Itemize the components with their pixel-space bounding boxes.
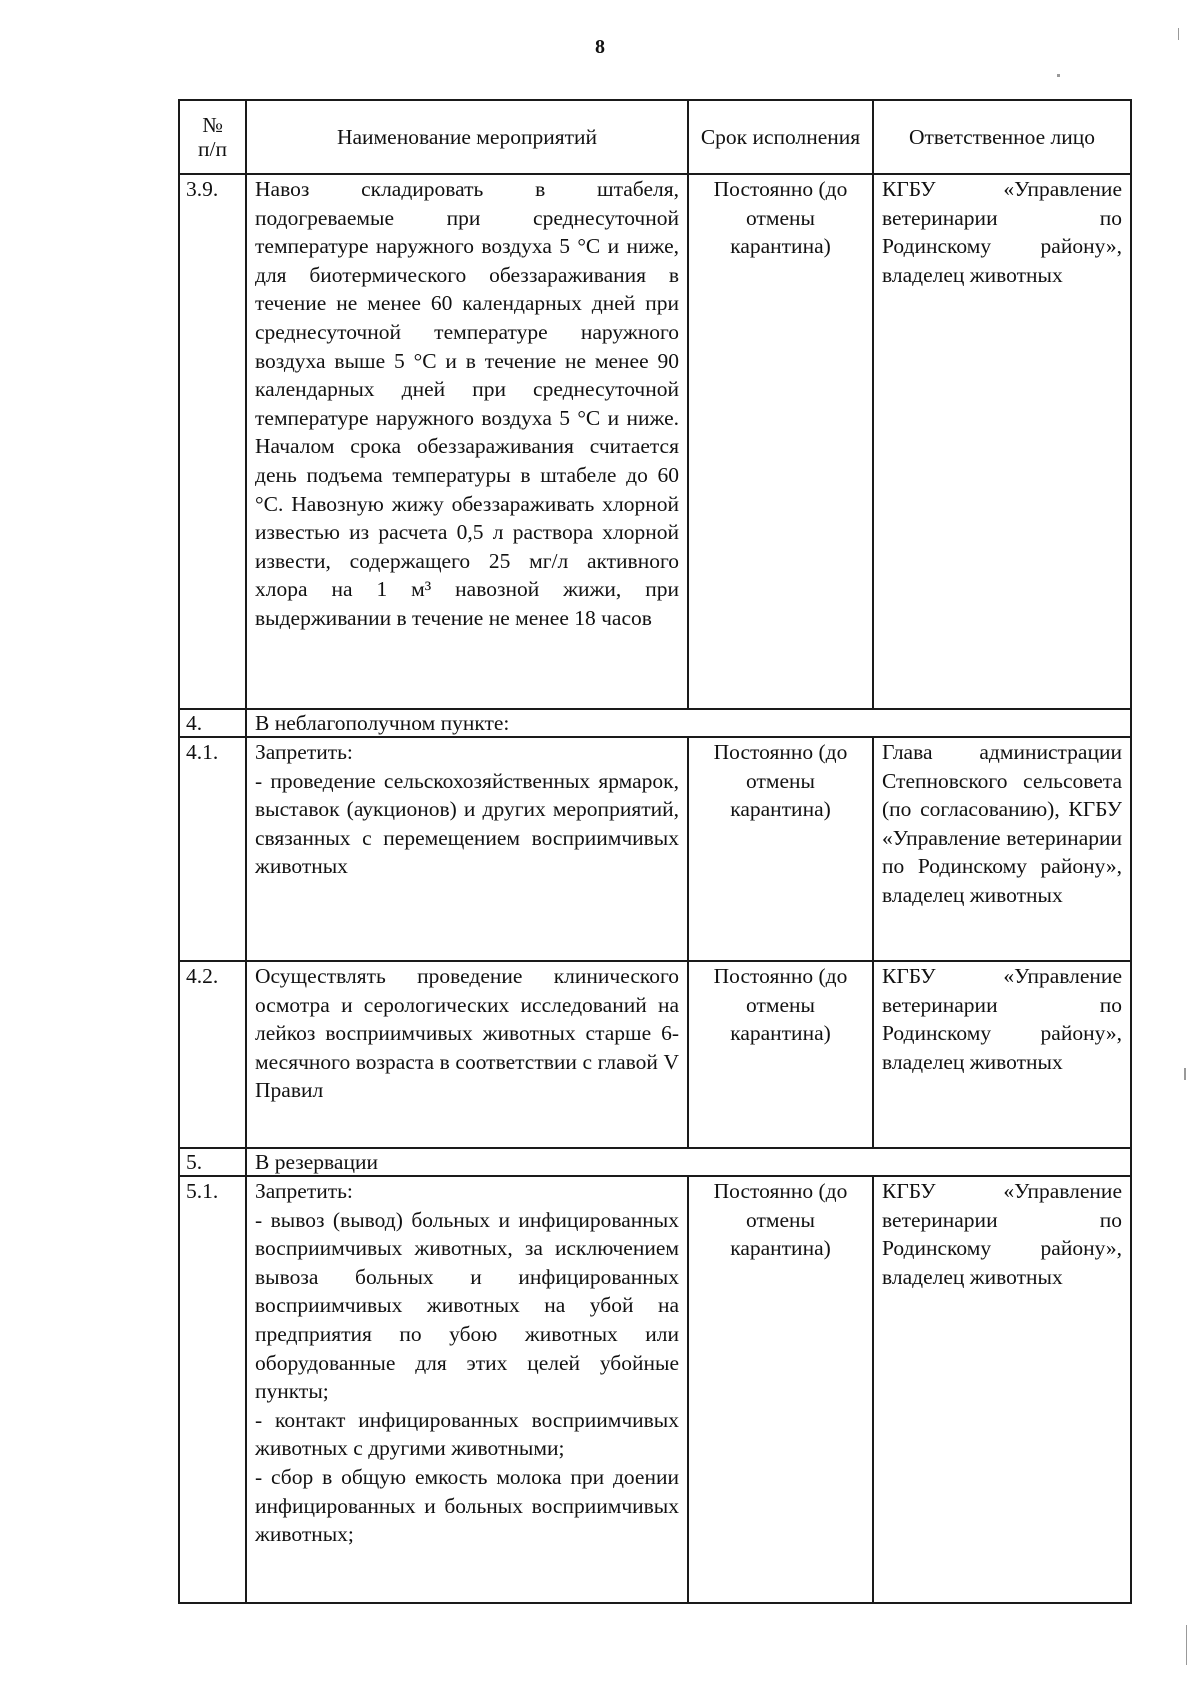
activity-paragraph: - проведение сельскохозяйственных ярмарок, выставок (аукционов) и других мероприятий, связанных с перемещением восприимчивых животных — [255, 768, 679, 879]
row-responsible: КГБУ «Управление ветеринарии по Родинскому району», владелец животных — [873, 961, 1131, 1148]
row-term: Постоянно (до отмены карантина) — [688, 1176, 873, 1603]
activity-paragraph: Осуществлять проведение клинического осмотра и серологических исследований на лейкоз восприимчивых животных старше 6-месячного возраста в соответствии с главой V Правил — [255, 964, 679, 1103]
section-number: 5. — [179, 1148, 246, 1176]
table-row — [179, 174, 1131, 709]
row-term: Постоянно (до отмены карантина) — [688, 174, 873, 709]
row-number: 4.2. — [179, 961, 246, 1148]
activity-paragraph: Запретить: — [255, 740, 353, 764]
row-activity — [246, 1176, 688, 1603]
section-row — [179, 1148, 1131, 1176]
scan-mark — [1057, 74, 1060, 77]
scan-mark — [1178, 28, 1179, 40]
header-responsible: Ответственное лицо — [873, 100, 1131, 174]
header-num: № п/п — [179, 100, 246, 174]
row-number: 5.1. — [179, 1176, 246, 1603]
header-term: Срок исполнения — [688, 100, 873, 174]
row-activity — [246, 174, 688, 709]
table-row — [179, 1176, 1131, 1603]
row-number: 4.1. — [179, 737, 246, 961]
row-activity — [246, 737, 688, 961]
section-title: В неблагополучном пункте: — [246, 709, 1131, 737]
row-term: Постоянно (до отмены карантина) — [688, 961, 873, 1148]
activity-paragraph: Навоз складировать в штабеля, подогреваемые при среднесуточной температуре наружного воздуха 5 °С и ниже, для биотермического обеззараживания в течение не менее 60 календарных дней при среднесуточной температуре наружного воздуха выше 5 °С и в течение не менее 90 календарных дней при среднесуточной температуре наружного воздуха 5 °С и ниже. Началом срока обеззараживания считается день подъема температуры в штабеле до 60 °С. Навозную жижу обеззараживать хлорной известью из расчета 0,5 л раствора хлорной извести, содержащего 25 мг/л активного хлора на 1 м³ навозной жижи, при выдерживании в течение не менее 18 часов — [255, 177, 679, 630]
table-row — [179, 737, 1131, 961]
section-title: В резервации — [246, 1148, 1131, 1176]
activity-paragraph: - сбор в общую емкость молока при доении инфицированных и больных восприимчивых животных; — [255, 1464, 679, 1547]
scan-mark — [1184, 1068, 1186, 1080]
activity-paragraph: - контакт инфицированных восприимчивых животных с другими животными; — [255, 1407, 679, 1461]
row-number: 3.9. — [179, 174, 246, 709]
row-responsible: Глава администрации Степновского сельсовета (по согласованию), КГБУ «Управление ветеринарии по Родинскому району», владелец животных — [873, 737, 1131, 961]
table-header-row — [179, 100, 1131, 174]
measures-table — [178, 99, 1132, 1604]
page-number: 8 — [595, 36, 605, 58]
table-row — [179, 961, 1131, 1148]
section-row — [179, 709, 1131, 737]
scan-mark — [1186, 1625, 1187, 1665]
header-activity: Наименование мероприятий — [246, 100, 688, 174]
row-term: Постоянно (до отмены карантина) — [688, 737, 873, 961]
section-number: 4. — [179, 709, 246, 737]
row-responsible: КГБУ «Управление ветеринарии по Родинскому району», владелец животных — [873, 174, 1131, 709]
row-responsible: КГБУ «Управление ветеринарии по Родинскому району», владелец животных — [873, 1176, 1131, 1603]
row-activity — [246, 961, 688, 1148]
activity-paragraph: Запретить: — [255, 1179, 353, 1203]
activity-paragraph: - вывоз (вывод) больных и инфицированных восприимчивых животных, за исключением вывоза больных и инфицированных восприимчивых животных на убой на предприятия по убою животных или оборудованные для этих целей убойные пункты; — [255, 1207, 679, 1404]
